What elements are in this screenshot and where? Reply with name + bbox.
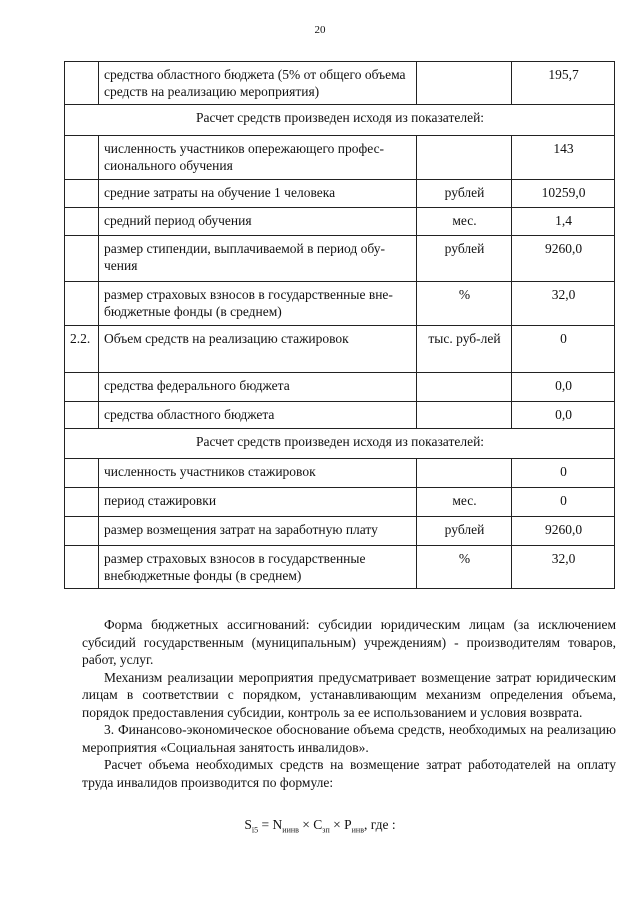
table-row xyxy=(65,208,615,236)
section-heading: Расчет средств произведен исходя из показателей: xyxy=(65,105,615,136)
row-number xyxy=(65,180,99,208)
paragraph-budget-form: Форма бюджетных ассигнований: субсидии юридическим лицам (за исключением субсидий государственным (муниципальным) учреждениям) - производителям товаров, работ, услуг. xyxy=(82,617,616,667)
row-unit xyxy=(417,62,512,105)
row-description: средний период обучения xyxy=(99,208,417,236)
row-description: размер страховых взносов в государственные вне-бюджетные фонды (в среднем) xyxy=(99,282,417,326)
row-number xyxy=(65,373,99,402)
formula xyxy=(0,817,640,835)
row-unit: тыс. руб-лей xyxy=(417,326,512,373)
row-unit: % xyxy=(417,282,512,326)
row-number: 2.2. xyxy=(65,326,99,373)
table-row xyxy=(65,180,615,208)
row-description: средства областного бюджета xyxy=(99,402,417,429)
row-description: средние затраты на обучение 1 человека xyxy=(99,180,417,208)
row-value: 32,0 xyxy=(512,282,615,326)
paragraph-formula-intro: Расчет объема необходимых средств на возмещение затрат работодателей на оплату труда инвалидов производится по формуле: xyxy=(82,757,616,790)
paragraph-mechanism: Механизм реализации мероприятия предусматривает возмещение затрат юридическим лицам в соответствии с порядком, устанавливающим механизм определения объема, порядок предоставления субсидии, контроль за ее использованием и условия возврата. xyxy=(82,669,616,720)
formula-n-subscript: иинв xyxy=(282,825,299,835)
page-number: 20 xyxy=(314,24,326,36)
row-description: размер стипендии, выплачиваемой в период обу-чения xyxy=(99,236,417,282)
row-value: 0,0 xyxy=(512,373,615,402)
formula-equals: = xyxy=(261,817,270,832)
table-row xyxy=(65,326,615,373)
row-unit xyxy=(417,402,512,429)
row-description: период стажировки xyxy=(99,488,417,517)
budget-table xyxy=(64,61,615,589)
formula-lhs-subscript: i5 xyxy=(251,825,259,835)
row-description: численность участников стажировок xyxy=(99,459,417,488)
formula-tail: , где : xyxy=(363,817,396,832)
row-value: 32,0 xyxy=(512,546,615,589)
row-number xyxy=(65,208,99,236)
row-number xyxy=(65,488,99,517)
row-unit xyxy=(417,459,512,488)
row-value: 10259,0 xyxy=(512,180,615,208)
formula-times: × xyxy=(302,817,310,832)
row-number xyxy=(65,236,99,282)
row-description: Объем средств на реализацию стажировок xyxy=(99,326,417,373)
row-unit: рублей xyxy=(417,236,512,282)
table-row xyxy=(65,546,615,589)
row-description: средства федерального бюджета xyxy=(99,373,417,402)
row-number xyxy=(65,136,99,180)
formula-p-subscript: инв xyxy=(351,825,364,835)
paragraph-section-3: 3. Финансово-экономическое обоснование объема средств, необходимых на реализацию мероприятия «Социальная занятость инвалидов». xyxy=(82,722,616,755)
table-row xyxy=(65,136,615,180)
row-unit: % xyxy=(417,546,512,589)
row-value: 1,4 xyxy=(512,208,615,236)
table-row xyxy=(65,282,615,326)
row-number xyxy=(65,62,99,105)
table-row xyxy=(65,373,615,402)
row-description: размер возмещения затрат на заработную плату xyxy=(99,517,417,546)
row-value: 9260,0 xyxy=(512,517,615,546)
table-row xyxy=(65,62,615,105)
row-unit: мес. xyxy=(417,208,512,236)
row-number xyxy=(65,282,99,326)
formula-c-subscript: зп xyxy=(322,825,330,835)
section-heading: Расчет средств произведен исходя из показателей: xyxy=(65,429,615,459)
row-number xyxy=(65,459,99,488)
table-row xyxy=(65,488,615,517)
section-row xyxy=(65,105,615,136)
row-unit: мес. xyxy=(417,488,512,517)
row-unit xyxy=(417,373,512,402)
formula-p: P xyxy=(344,817,352,832)
row-value: 0 xyxy=(512,326,615,373)
row-number xyxy=(65,517,99,546)
row-description: размер страховых взносов в государственные внебюджетные фонды (в среднем) xyxy=(99,546,417,589)
row-value: 195,7 xyxy=(512,62,615,105)
row-unit: рублей xyxy=(417,517,512,546)
row-unit xyxy=(417,136,512,180)
table-row xyxy=(65,517,615,546)
section-row xyxy=(65,429,615,459)
row-number xyxy=(65,546,99,589)
table-row xyxy=(65,236,615,282)
row-number xyxy=(65,402,99,429)
row-unit: рублей xyxy=(417,180,512,208)
formula-times: × xyxy=(333,817,341,832)
body-text xyxy=(82,616,616,791)
table-row xyxy=(65,459,615,488)
table-row xyxy=(65,402,615,429)
row-value: 143 xyxy=(512,136,615,180)
row-value: 0 xyxy=(512,459,615,488)
row-value: 0 xyxy=(512,488,615,517)
row-value: 9260,0 xyxy=(512,236,615,282)
row-description: численность участников опережающего профес-сионального обучения xyxy=(99,136,417,180)
row-description: средства областного бюджета (5% от общего объема средств на реализацию мероприятия) xyxy=(99,62,417,105)
formula-n: N xyxy=(272,817,283,832)
formula-c: C xyxy=(313,817,323,832)
row-value: 0,0 xyxy=(512,402,615,429)
formula-lhs: S xyxy=(244,817,252,832)
